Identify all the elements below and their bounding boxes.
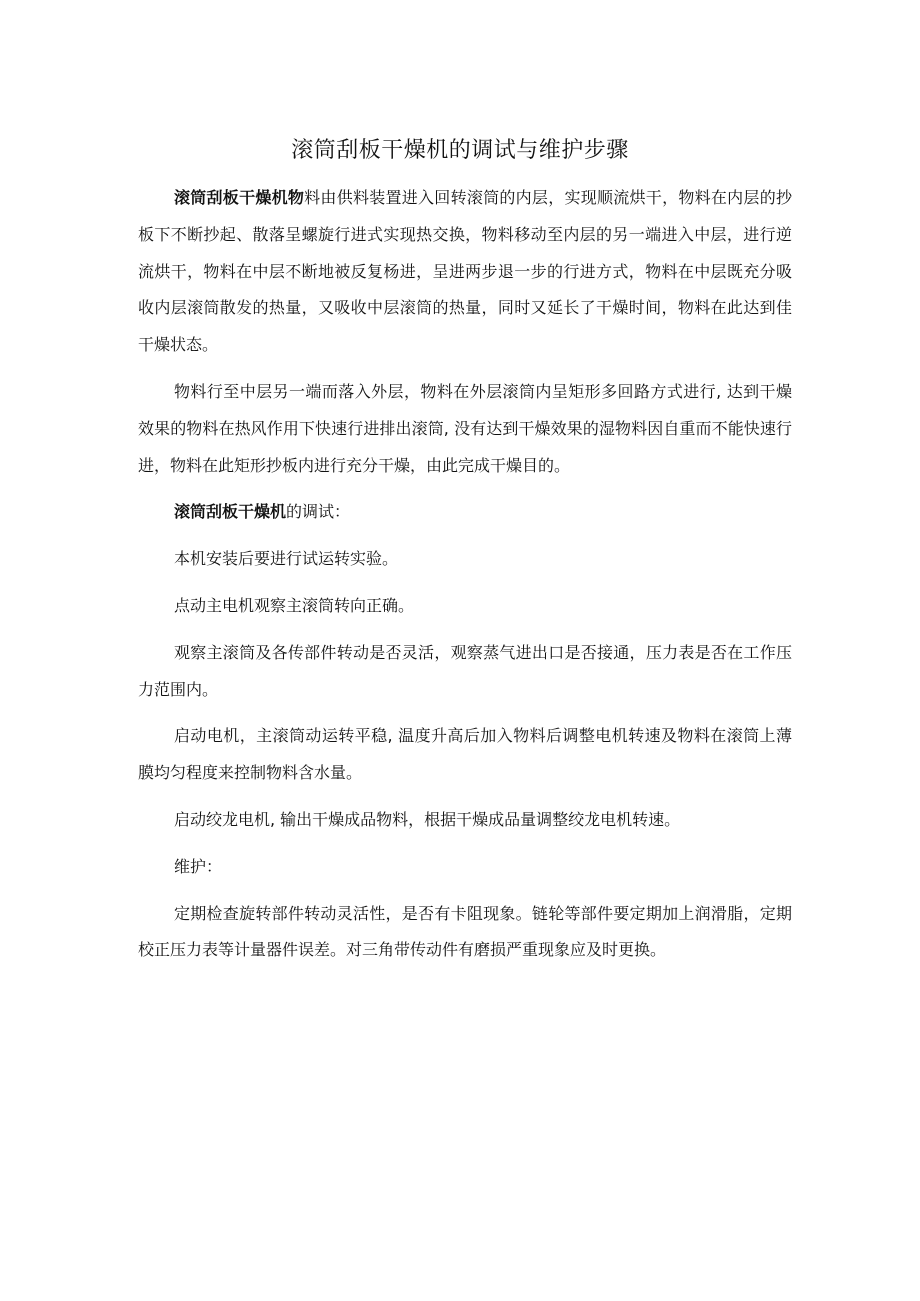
debug-step-5: 启动绞龙电机, 输出干燥成品物料，根据干燥成品量调整绞龙电机转速。 [174, 809, 681, 829]
debug-heading [138, 494, 792, 531]
document-title: 滚筒刮板干燥机的调试与维护步骤 [291, 138, 629, 163]
debug-step-4: 启动电机，主滚筒动运转平稳, 温度升高后加入物料后调整电机转速及物料在滚筒上薄膜均匀程度来控制物料含水量。 [138, 726, 792, 783]
debug-step-1: 本机安装后要进行试运转实验。 [174, 549, 399, 569]
paragraph-2: 物料行至中层另一端而落入外层，物料在外层滚筒内呈矩形多回路方式进行, 达到干燥效果的物料在热风作用下快速行进排出滚筒, 没有达到干燥效果的湿物料因自重而不能快速行进，物料在此矩形抄板内进行充分干燥，由此完成干燥目的。 [138, 381, 792, 475]
debug-step-3: 观察主滚筒及各传部件转动是否灵活，观察蒸气进出口是否接通，压力表是否在工作压力范围内。 [138, 642, 792, 699]
maintenance-heading: 维护： [174, 856, 223, 876]
intro-paragraph [138, 180, 792, 364]
intro-bold-lead: 滚筒刮板干燥机物 [174, 188, 305, 207]
debug-heading-bold: 滚筒刮板干燥机 [174, 502, 287, 522]
intro-text: 料由供料装置进入回转滚筒的内层，实现顺流烘干，物料在内层的抄板下不断抄起、散落呈螺旋行进式实现热交换，物料移动至内层的另一端进入中层，进行逆流烘干，物料在中层不断地被反复杨进，呈进两步退一步的行进方式，物料在中层既充分吸收内层滚筒散发的热量，又吸收中层滚筒的热量，同时又延长了干燥时间，物料在此达到佳干燥状态。 [138, 188, 792, 355]
document-body [138, 180, 792, 969]
debug-heading-rest: 的调试： [286, 502, 351, 522]
debug-step-2: 点动主电机观察主滚筒转向正确。 [174, 595, 415, 615]
maintenance-paragraph: 定期检查旋转部件转动灵活性，是否有卡阻现象。链轮等部件要定期加上润滑脂，定期校正压力表等计量器件误差。对三角带传动件有磨损严重现象应及时更换。 [138, 903, 792, 960]
